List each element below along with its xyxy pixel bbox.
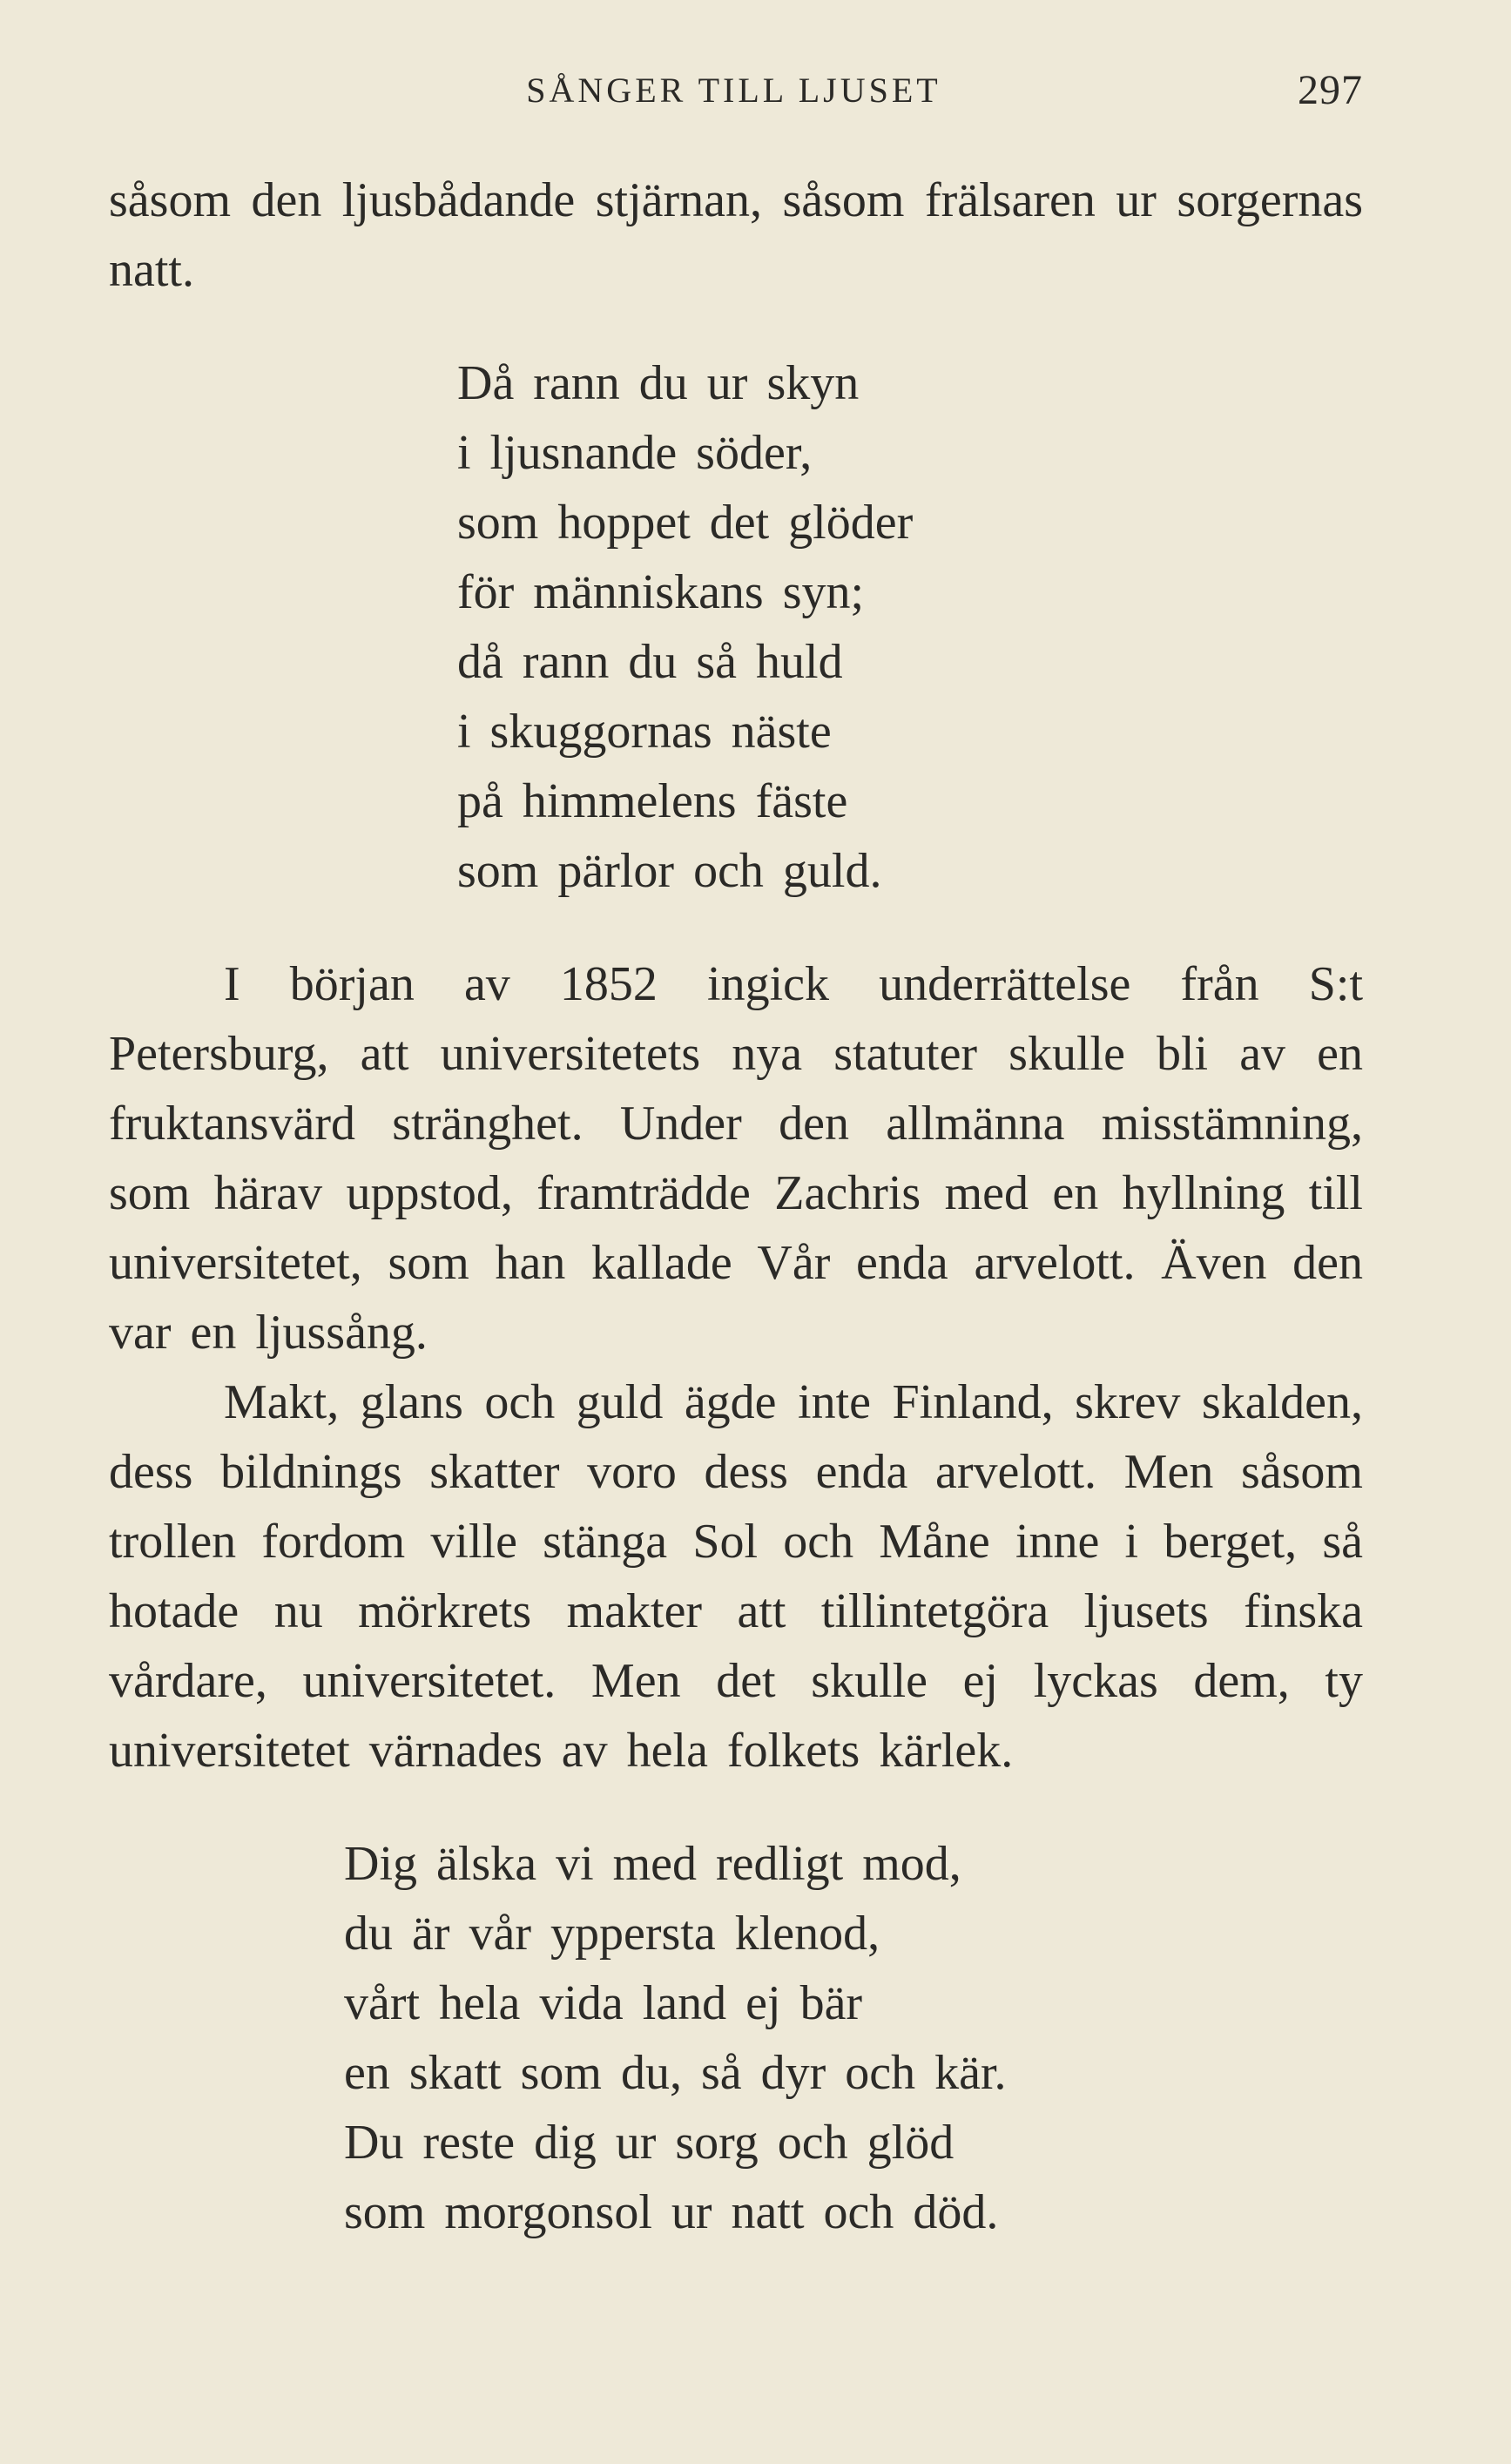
verse-line: Dig älska vi med redligt mod, [344, 1837, 961, 1891]
verse-line: du är vår yppersta klenod, [344, 1907, 880, 1961]
body-prose [109, 949, 1363, 1786]
verse-line: som hoppet det glöder [457, 496, 914, 550]
verse-line: som pärlor och guld. [457, 844, 882, 898]
verse-line: i ljusnande söder, [457, 426, 813, 480]
opening-paragraph: såsom den ljusbådande stjärnan, såsom frälsaren ur sorgernas natt. [109, 173, 1363, 297]
verse-line: då rann du så huld [457, 635, 843, 689]
verse-line: en skatt som du, så dyr och kär. [344, 2046, 1007, 2100]
verse-line: som morgonsol ur natt och död. [344, 2185, 999, 2239]
verse-stanza-2 [344, 1829, 1363, 2247]
verse-line: för människans syn; [457, 565, 865, 619]
verse-stanza-1 [457, 348, 1363, 906]
verse-line: vårt hela vida land ej bär [344, 1976, 863, 2030]
page-number: 297 [1298, 67, 1363, 113]
verse-line: Då rann du ur skyn [457, 356, 860, 410]
prose-paragraph: I början av 1852 ingick underrättelse från S:t Petersburg, att universitetets nya statuter skulle bli av en fruktansvärd stränghet. Under den allmänna misstämning, som härav uppstod, framträdde Zachris med en hyllning till universitetet, som han kallade Vår enda arvelott. Även den var en ljussång. [109, 957, 1363, 1360]
verse-line: i skuggornas näste [457, 705, 832, 759]
prose-paragraph: Makt, glans och guld ägde inte Finland, skrev skalden, dess bildnings skatter voro dess enda arvelott. Men såsom trollen fordom ville stänga Sol och Måne inne i berget, så hotade nu mörkrets makter att tillintetgöra ljusets finska vårdare, universitetet. Men det skulle ej lyckas dem, ty universitetet värnades av hela folkets kärlek. [109, 1375, 1363, 1778]
page-content [109, 165, 1363, 2247]
verse-line: på himmelens fäste [457, 774, 848, 828]
running-head [0, 67, 1511, 122]
opening-prose [109, 165, 1363, 305]
verse-line: Du reste dig ur sorg och glöd [344, 2116, 954, 2170]
running-title: SÅNGER TILL LJUSET [526, 71, 941, 110]
